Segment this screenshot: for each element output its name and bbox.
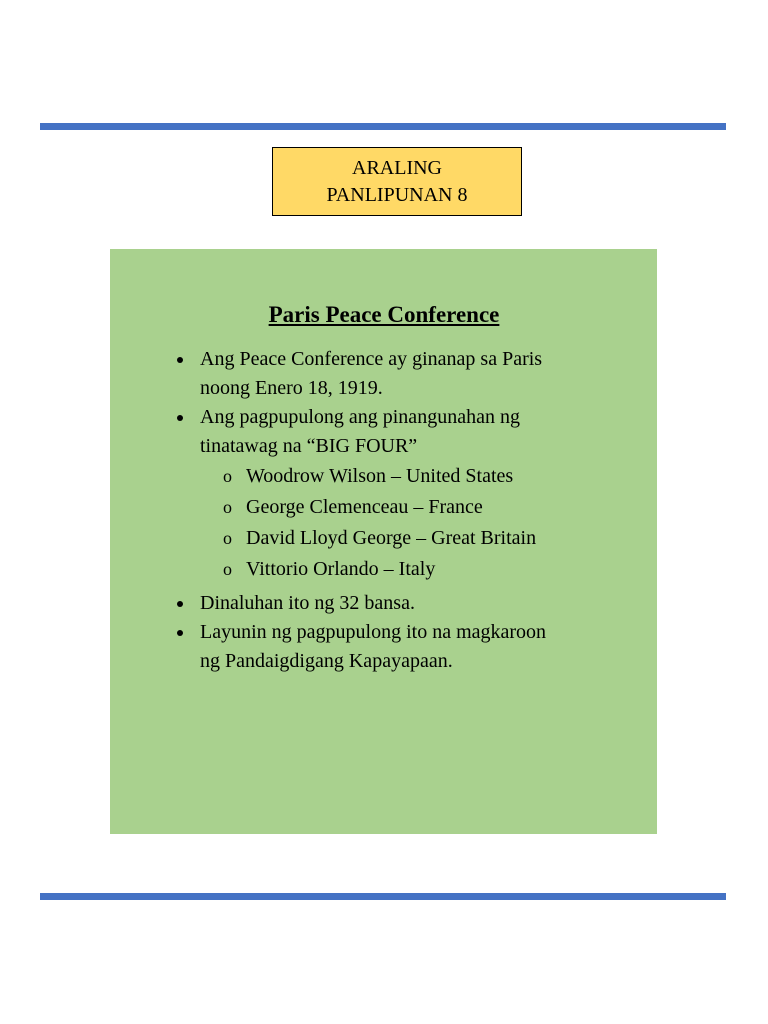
lesson-heading: Paris Peace Conference <box>268 302 500 327</box>
lesson-bullet-list <box>200 345 640 676</box>
sub-list-item: o George Clemenceau – France <box>200 492 640 523</box>
subject-title-line-2: PANLIPUNAN 8 <box>326 183 468 206</box>
bullet-text-line: noong Enero 18, 1919. <box>200 377 383 399</box>
bullet-item <box>200 589 640 618</box>
top-divider-line <box>40 123 726 130</box>
bullet-text-line: Dinaluhan ito ng 32 bansa. <box>200 592 415 614</box>
bullet-item <box>200 345 640 403</box>
bullet-text-line: Layunin ng pagpupulong ito na magkaroon <box>200 621 547 643</box>
bullet-text-line: ng Pandaigdigang Kapayapaan. <box>200 650 453 672</box>
subject-title-box <box>272 147 522 216</box>
sub-list-item: o David Lloyd George – Great Britain <box>200 523 640 554</box>
bullet-item <box>200 618 640 676</box>
sub-list-item: o Woodrow Wilson – United States <box>200 461 640 492</box>
bullet-item <box>200 403 640 585</box>
bullet-text-line: Ang Peace Conference ay ginanap sa Paris <box>200 348 543 370</box>
bottom-divider-line <box>40 893 726 900</box>
big-four-sub-list <box>200 461 640 585</box>
bullet-text-line: Ang pagpupulong ang pinangunahan ng <box>200 406 520 428</box>
bullet-text-line: tinatawag na “BIG FOUR” <box>200 435 418 457</box>
sub-list-item: o Vittorio Orlando – Italy <box>200 554 640 585</box>
subject-title-line-1: ARALING <box>352 156 442 179</box>
